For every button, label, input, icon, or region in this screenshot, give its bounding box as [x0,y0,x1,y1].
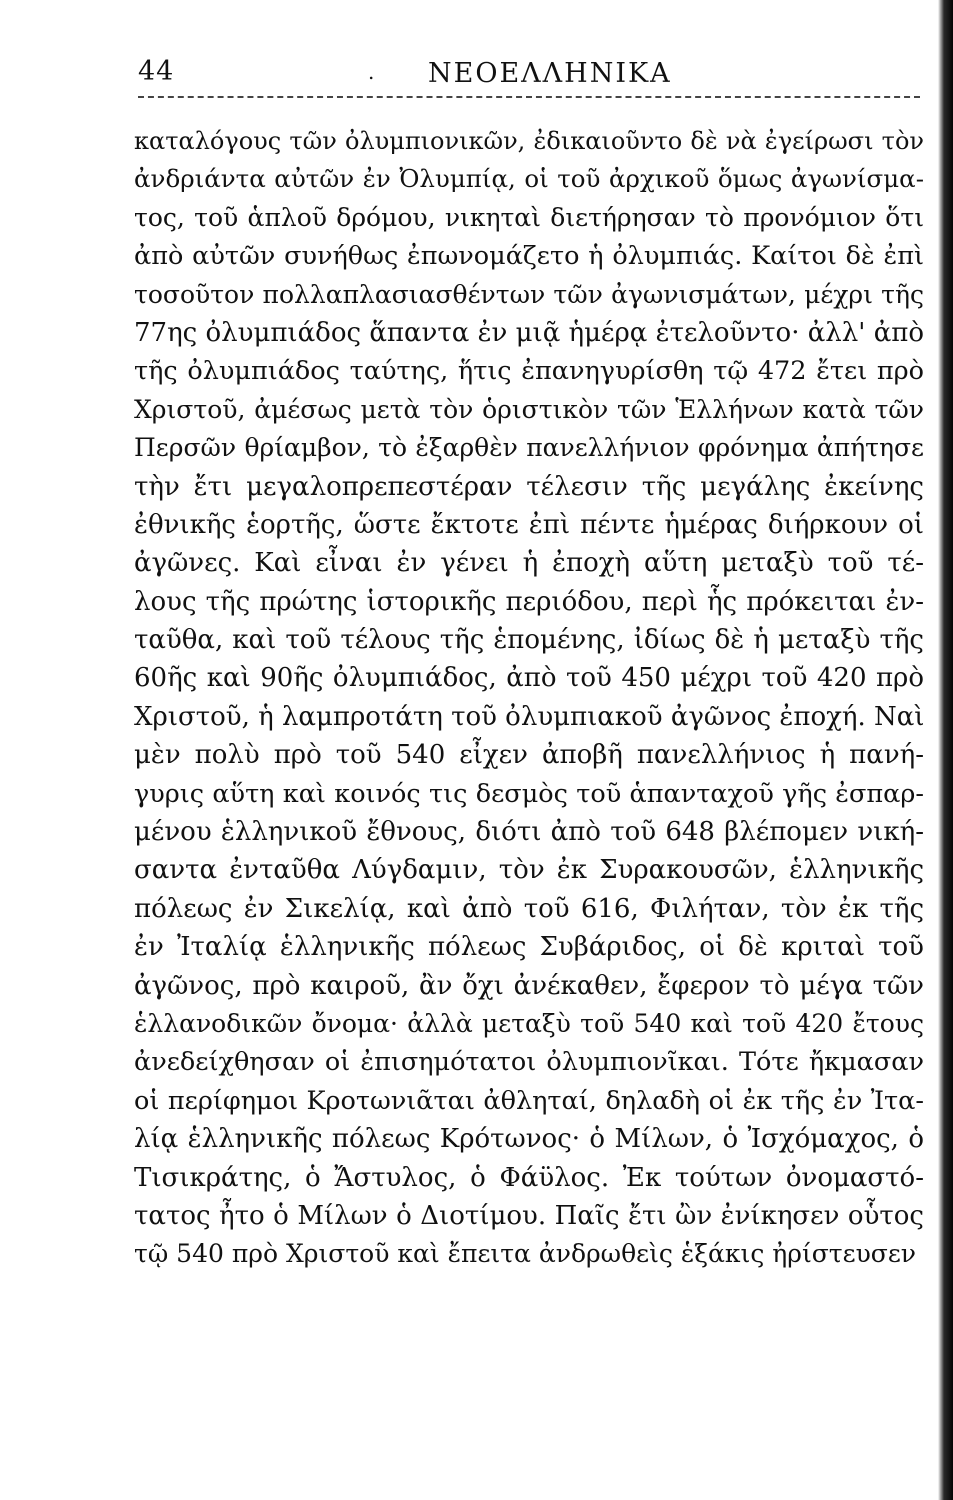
text-line: γυρις αὕτη καὶ κοινός τις δεσμὸς τοῦ ἁπανταχοῦ γῆς ἐσπαρ- [134,778,924,809]
header-separator: . [368,60,375,84]
text-line: πόλεως ἐν Σικελίᾳ, καὶ ἀπὸ τοῦ 616, Φιλήταν, τὸν ἐκ τῆς [134,893,924,924]
body-text [134,122,924,1274]
text-line: οἱ περίφημοι Κροτωνιᾶται ἀθληταί, δηλαδὴ οἱ ἐκ τῆς ἐν Ἰτα- [134,1085,924,1116]
running-title: ΝΕΟΕΛΛΗΝΙΚΑ [428,58,672,89]
text-line: ἐθνικῆς ἑορτῆς, ὥστε ἔκτοτε ἐπὶ πέντε ἡμέρας διήρκουν οἱ [134,509,924,540]
text-line: τῷ 540 πρὸ Χριστοῦ καὶ ἔπειτα ἀνδρωθεὶς ἑξάκις ἠρίστευσεν [134,1239,917,1269]
text-line: μένου ἑλληνικοῦ ἔθνους, διότι ἀπὸ τοῦ 648 βλέπομεν νική- [134,817,924,848]
text-line: Τισικράτης, ὁ Ἄστυλος, ὁ Φάϋλος. Ἐκ τούτων ὀνομαστό- [134,1162,924,1193]
text-line: ἐν Ἰταλίᾳ ἑλληνικῆς πόλεως Συβάριδος, οἱ δὲ κριταὶ τοῦ [134,932,924,963]
text-line: σαντα ἐνταῦθα Λύγδαμιν, τὸν ἐκ Συρακουσῶν, ἑλληνικῆς [134,855,924,886]
page-number: 44 [138,56,175,87]
text-line: λίᾳ ἑλληνικῆς πόλεως Κρότωνος· ὁ Μίλων, ὁ Ἰσχόμαχος, ὁ [134,1124,924,1155]
text-line: τὴν ἔτι μεγαλοπρεπεστέραν τέλεσιν τῆς μεγάλης ἐκείνης [134,471,924,502]
text-line: μὲν πολὺ πρὸ τοῦ 540 εἶχεν ἀποβῆ πανελλήνιος ἡ πανή- [134,740,924,771]
page-edge-shadow [938,0,953,1500]
text-line: τατος ἦτο ὁ Μίλων ὁ Διοτίμου. Παῖς ἔτι ὢν ἐνίκησεν οὗτος [134,1200,924,1231]
text-line: ἑλλανοδικῶν ὄνομα· ἀλλὰ μεταξὺ τοῦ 540 καὶ τοῦ 420 ἔτους [134,1008,924,1038]
text-line: 77ης ὀλυμπιάδος ἅπαντα ἐν μιᾷ ἡμέρᾳ ἐτελοῦντο· ἀλλ' ἀπὸ [134,317,924,348]
text-line: Περσῶν θρίαμβον, τὸ ἐξαρθὲν πανελλήνιον φρόνημα ἀπήτησε [134,433,924,463]
text-line: Χριστοῦ, ἀμέσως μετὰ τὸν ὁριστικὸν τῶν Ἑλλήνων κατὰ τῶν [134,394,924,424]
text-line: καταλόγους τῶν ὀλυμπιονικῶν, ἐδικαιοῦντο δὲ νὰ ἐγείρωσι τὸν [134,127,924,155]
text-line: τῆς ὀλυμπιάδος ταύτης, ἥτις ἐπανηγυρίσθη τῷ 472 ἔτει πρὸ [134,356,924,387]
text-line: λους τῆς πρώτης ἱστορικῆς περιόδου, περὶ ἧς πρόκειται ἐν- [134,586,924,617]
text-line: τοσοῦτον πολλαπλασιασθέντων τῶν ἀγωνισμάτων, μέχρι τῆς [134,279,924,309]
text-line: ἀνεδείχθησαν οἱ ἐπισημότατοι ὀλυμπιονῖκαι. Τότε ἤκμασαν [134,1047,924,1078]
header-rule [138,96,920,98]
text-line: τος, τοῦ ἁπλοῦ δρόμου, νικηταὶ διετήρησαν τὸ προνόμιον ὅτι [134,202,924,232]
text-line: ἀγῶνος, πρὸ καιροῦ, ἂν ὄχι ἀνέκαθεν, ἔφερον τὸ μέγα τῶν [134,970,924,1001]
text-line: ταῦθα, καὶ τοῦ τέλους τῆς ἑπομένης, ἰδίως δὲ ἡ μεταξὺ τῆς [134,625,924,656]
text-line: ἀγῶνες. Καὶ εἶναι ἐν γένει ἡ ἐποχὴ αὕτη μεταξὺ τοῦ τέ- [134,548,924,579]
text-line: Χριστοῦ, ἡ λαμπροτάτη τοῦ ὀλυμπιακοῦ ἀγῶνος ἐποχή. Ναὶ [134,701,924,732]
text-line: 60ῆς καὶ 90ῆς ὀλυμπιάδος, ἀπὸ τοῦ 450 μέχρι τοῦ 420 πρὸ [134,663,924,694]
text-line: ἀνδριάντα αὐτῶν ἐν Ὀλυμπίᾳ, οἱ τοῦ ἀρχικοῦ ὅμως ἀγωνίσμα- [134,164,924,194]
text-line: ἀπὸ αὐτῶν συνήθως ἐπωνομάζετο ἡ ὀλυμπιάς. Καίτοι δὲ ἐπὶ [134,241,924,272]
page-header [138,56,918,96]
